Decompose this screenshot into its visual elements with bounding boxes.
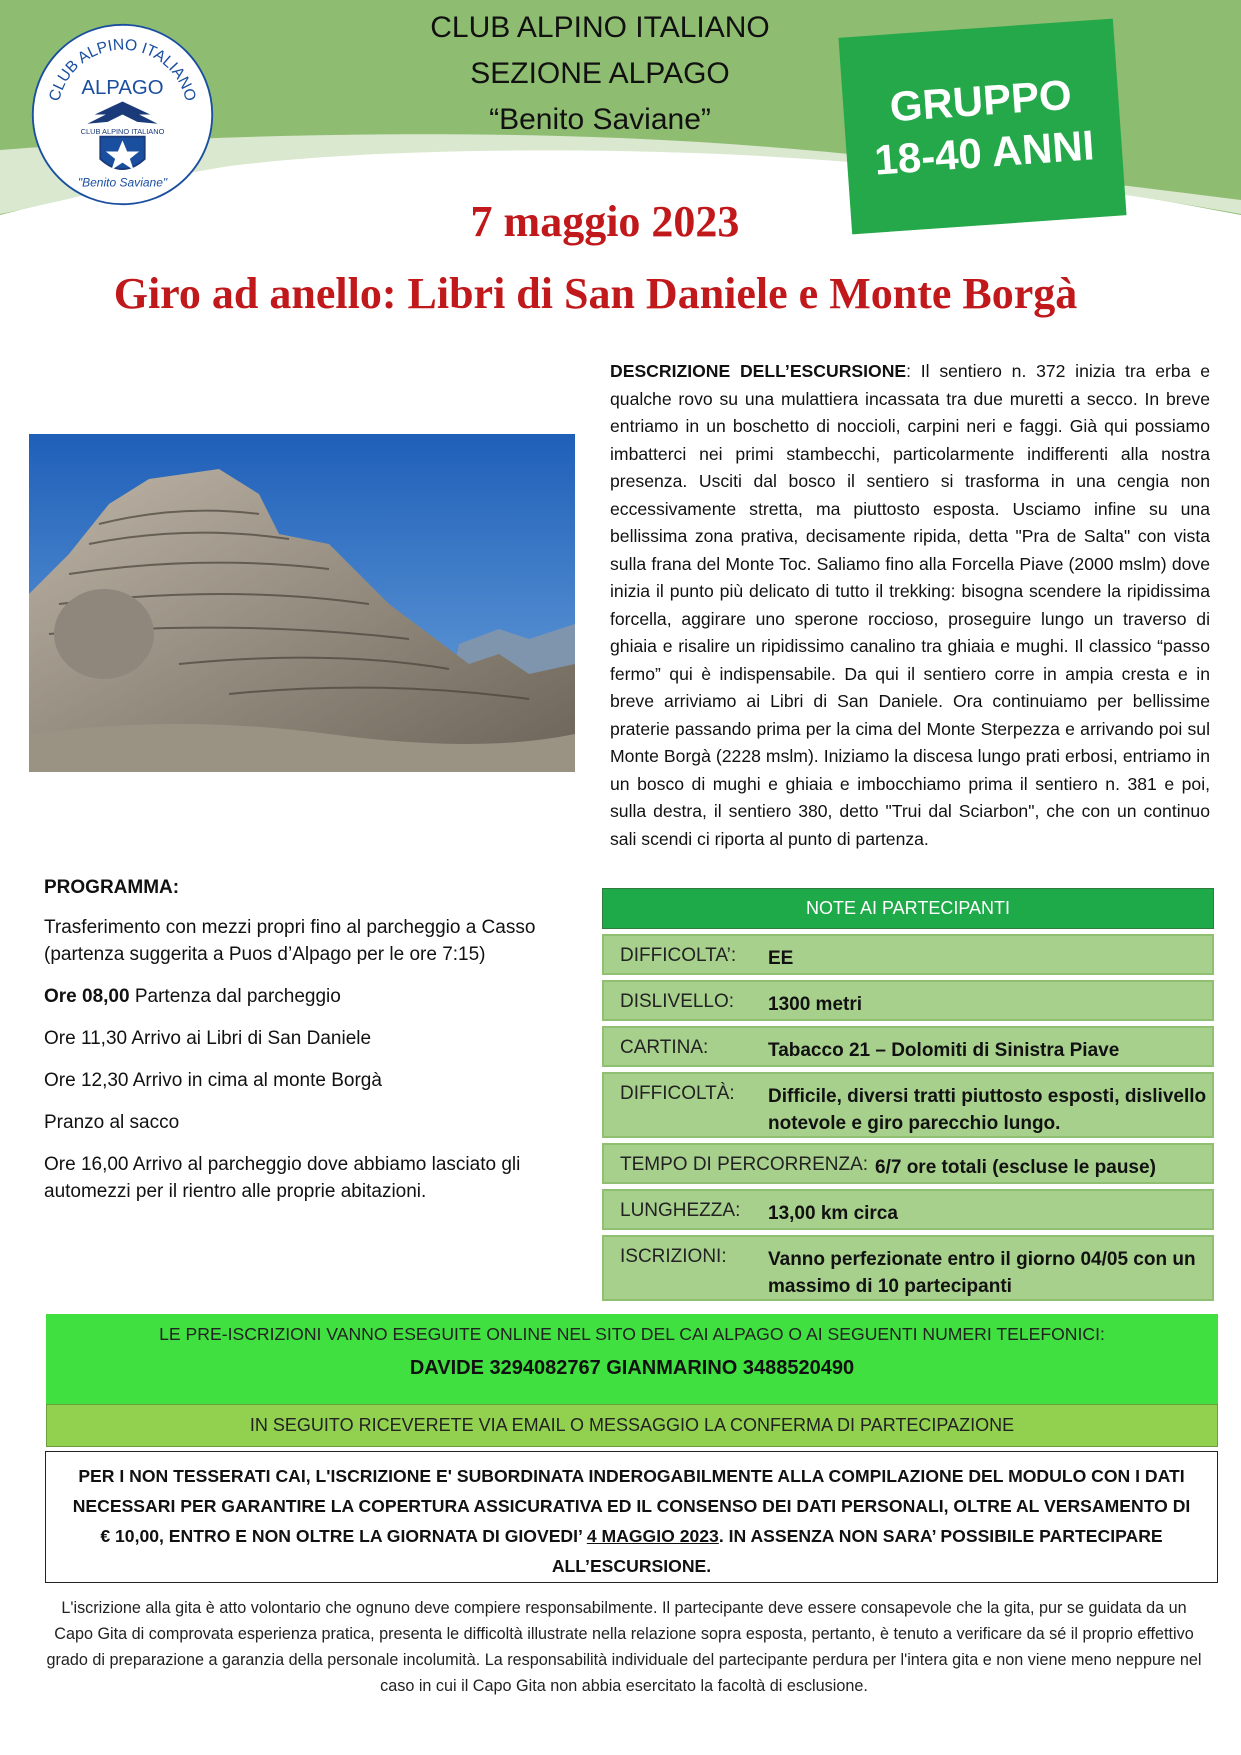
logo-arc-text: CLUB ALPINO ITALIANO [46, 36, 199, 104]
note-row-dislivello [602, 980, 1214, 1021]
note-row-lunghezza [602, 1189, 1214, 1230]
note-value: EE [768, 948, 794, 969]
note-value: 1300 metri [768, 994, 863, 1015]
program-item: Pranzo al sacco [44, 1112, 180, 1133]
org-line-3: “Benito Saviane” [489, 103, 711, 136]
note-value: Vanno perfezionate entro il giorno 04/05 con un massimo di 10 partecipanti [768, 1249, 1196, 1297]
program-section [44, 874, 578, 1220]
note-label: LUNGHEZZA: [620, 1200, 741, 1221]
note-row-cartina [602, 1026, 1214, 1067]
program-item: Ore 08,00 Partenza dal parcheggio [44, 986, 341, 1007]
notes-header: NOTE AI PARTECIPANTI [602, 888, 1214, 929]
badge-line-1: GRUPPO [888, 70, 1074, 130]
note-label: DISLIVELLO: [620, 991, 735, 1012]
preregistration-text: LE PRE-ISCRIZIONI VANNO ESEGUITE ONLINE NEL SITO DEL CAI ALPAGO O AI SEGUENTI NUMERI TELEFONICI: [159, 1324, 1105, 1344]
program-title: PROGRAMMA: [44, 877, 180, 898]
program-item: Ore 16,00 Arrivo al parcheggio dove abbiamo lasciato gli automezzi per il rientro alle proprie abitazioni. [44, 1154, 521, 1202]
event-date: 7 maggio 2023 [470, 197, 740, 246]
badge-line-2: 18-40 ANNI [872, 120, 1096, 184]
deadline-date: 4 MAGGIO 2023 [586, 1526, 719, 1546]
organization-name [330, 5, 870, 143]
non-member-notice: PER I NON TESSERATI CAI, L'ISCRIZIONE E' SUBORDINATA INDEROGABILMENTE ALLA COMPILAZIONE DEL MODULO CON I DATI NECESSARI PER GARANTIRE LA COPERTURA ASSICURATIVA ED IL CONSENSO DEI DATI PERSONALI, OLTRE AL VERSAMENTO DI € 10,00, ENTRO E NON OLTRE LA GIORNATA DI GIOVEDI’ 4 MAGGIO 2023. IN ASSENZA NON SARA’ POSSIBILE PARTECIPARE ALL’ESCURSIONE. [45, 1451, 1218, 1583]
note-label: DIFFICOLTÀ: [620, 1083, 735, 1104]
note-row-difficolta [602, 934, 1214, 975]
logo-inner-text: CLUB ALPINO ITALIANO [80, 126, 165, 136]
program-item: Ore 12,30 Arrivo in cima al monte Borgà [44, 1070, 382, 1091]
logo-bottom-text: "Benito Saviane" [77, 175, 168, 190]
note-label: CARTINA: [620, 1037, 709, 1058]
group-age-badge [838, 19, 1126, 235]
note-row-iscrizioni [602, 1235, 1214, 1301]
note-value: 6/7 ore totali (escluse le pause) [875, 1157, 1156, 1178]
description-text: : Il sentiero n. 372 inizia tra erba e qualche rovo su una mulattiera incassata tra due muretti a secco. In breve entriamo in un boschetto di noccioli, carpini neri e faggi. Già qui possiamo imbatterci nei primi stambecchi, particolarmente indifferenti alla nostra presenza. Usciti dal bosco il sentiero si trasforma in una cengia non eccessivamente stretta, ma piuttosto esposta. Usciamo infine su una bellissima zona prativa, decisamente ripida, detta "Pra de Salta" con vista sulla frana del Monte Toc. Saliamo fino alla Forcella Piave (2000 mslm) dove inizia il punto più delicato di tutto il trekking: bisogna scendere la ripidissima forcella, aggirare uno sperone roccioso, proseguire lungo un traverso di ghiaia e risalire un ripidissimo canalino tra ghiaia e mughi. Il classico “passo fermo” qui è indispensabile. Da qui il sentiero corre in ampia cresta e in breve arriviamo ai Libri di San Daniele. Ora continuiamo per bellissime praterie passando prima per la cima del Monte Sterpezza e arrivando poi sul Monte Borgà (2228 mslm). Iniziamo la discesa lungo prati erbosi, entriamo in un bosco di mughi e ghiaia e imbocchiamo prima il sentiero n. 381 e poi, sulla destra, il sentiero 380, detto "Trui dal Sciarbon", che con un continuo sali scendi ci riporta al punto di partenza. [610, 361, 1210, 849]
note-value: Difficile, diversi tratti piuttosto esposti, dislivello notevole e giro parecchio lungo. [768, 1086, 1207, 1134]
program-item: Ore 11,30 Arrivo ai Libri di San Daniele [44, 1028, 372, 1049]
disclaimer-text: L'iscrizione alla gita è atto volontario che ognuno deve compiere responsabilmente. Il partecipante deve essere consapevole che la gita, pur se guidata da un Capo Gita di comprovata esperienza pratica, presenta le difficoltà illustrate nella relazione sopra esposta, pertanto, è tenuto a verificare da sé il proprio effettivo grado di preparazione a garanzia della personale incolumità. La responsabilità individuale del partecipante perdura per l'intera gita e non viene meno neppure nel caso in cui il Capo Gita non abbia esercitato la facoltà di esclusione. [46, 1599, 1202, 1695]
description-label: DESCRIZIONE DELL’ESCURSIONE [610, 361, 907, 381]
logo-name: ALPAGO [81, 77, 164, 100]
preregistration-box [46, 1314, 1218, 1408]
note-value: Tabacco 21 – Dolomiti di Sinistra Piave [768, 1040, 1120, 1061]
note-row-tempo [602, 1143, 1214, 1184]
confirmation-notice: IN SEGUITO RICEVERETE VIA EMAIL O MESSAGGIO LA CONFERMA DI PARTECIPAZIONE [46, 1404, 1218, 1447]
contact-phone-numbers: DAVIDE 3294082767 GIANMARINO 3488520490 [409, 1357, 855, 1379]
cai-alpago-logo [30, 22, 215, 207]
program-item: Trasferimento con mezzi propri fino al parcheggio a Casso (partenza suggerita a Puos d’Alpago per le ore 7:15) [44, 917, 536, 965]
mountain-rocks-photo [29, 434, 575, 772]
participant-notes-table [602, 888, 1214, 1301]
org-line-1: CLUB ALPINO ITALIANO [430, 11, 770, 44]
note-label: ISCRIZIONI: [620, 1246, 727, 1267]
excursion-description [610, 358, 1210, 853]
note-label: TEMPO DI PERCORRENZA: [620, 1154, 869, 1175]
note-label: DIFFICOLTA’: [620, 945, 737, 966]
org-line-2: SEZIONE ALPAGO [470, 57, 730, 90]
note-value: 13,00 km circa [768, 1203, 898, 1224]
note-row-difficolta-desc [602, 1072, 1214, 1138]
event-title: Giro ad anello: Libri di San Daniele e Monte Borgà [113, 269, 1078, 318]
